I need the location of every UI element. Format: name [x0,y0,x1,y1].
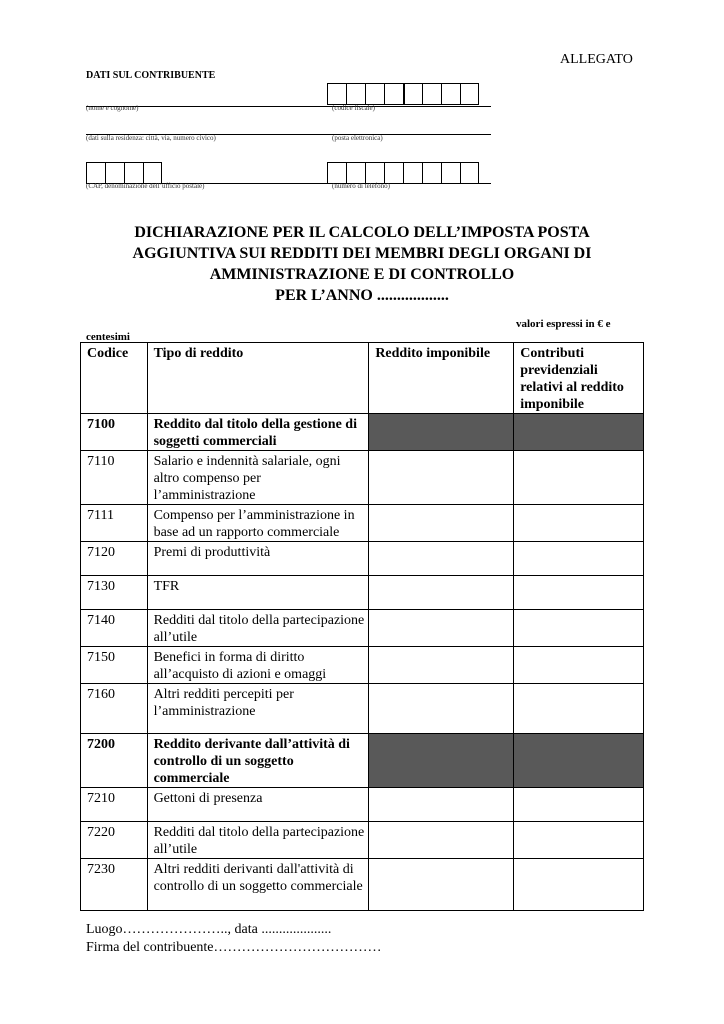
row-label: Reddito derivante dall’attività di controllo di un soggetto commerciale [147,734,369,788]
row-code: 7130 [81,576,148,610]
row-label: Redditi dal titolo della partecipazione all’utile [147,610,369,647]
contributi-input-cell[interactable] [514,542,644,576]
row-code: 7230 [81,859,148,911]
reddito-input-cell[interactable] [369,542,514,576]
contributi-input-cell[interactable] [514,788,644,822]
codice-fiscale-boxes[interactable] [327,83,479,105]
header-reddito: Reddito imponibile [369,343,514,414]
title-line-3: AMMINISTRAZIONE E DI CONTROLLO [209,266,515,283]
table-row [81,505,644,542]
row-code: 7100 [81,414,148,451]
place-date-line[interactable]: Luogo………………….., data .................... [86,922,332,937]
title-line-1: DICHIARAZIONE PER IL CALCOLO DELL’IMPOSTA POSTA [134,224,590,241]
row-code: 7160 [81,684,148,734]
table-row [81,859,644,911]
contributi-input-cell[interactable] [514,684,644,734]
reddito-input-cell[interactable] [369,684,514,734]
table-row [81,734,644,788]
reddito-input-cell[interactable] [369,610,514,647]
row-label: Gettoni di presenza [147,788,369,822]
row-code: 7220 [81,822,148,859]
telephone-boxes[interactable] [327,162,479,184]
row-label: Salario e indennità salariale, ogni altro compenso per l’amministrazione [147,451,369,505]
row-code: 7120 [81,542,148,576]
row-code: 7210 [81,788,148,822]
row-label: Altri redditi percepiti per l’amministrazione [147,684,369,734]
units-note-cont: centesimi [86,331,130,343]
contributi-input-cell[interactable] [514,576,644,610]
title-line-2: AGGIUNTIVA SUI REDDITI DEI MEMBRI DEGLI ORGANI DI [132,245,592,262]
row-code: 7140 [81,610,148,647]
signature-line[interactable]: Firma del contribuente……………………………… [86,940,382,955]
table-row [81,610,644,647]
row-code: 7110 [81,451,148,505]
units-note: valori espressi in € e [516,318,611,330]
income-table [80,342,644,911]
contributi-input-cell[interactable] [514,822,644,859]
reddito-input-cell[interactable] [369,505,514,542]
codice-fiscale-label: (codice fiscale) [332,104,375,112]
table-row [81,576,644,610]
contributi-input-cell[interactable] [514,859,644,911]
contributi-input-cell[interactable] [514,505,644,542]
table-header-row [81,343,644,414]
row-label: Altri redditi derivanti dall'attività di controllo di un soggetto commerciale [147,859,369,911]
name-field-line[interactable] [86,106,491,107]
reddito-input-cell[interactable] [369,647,514,684]
shaded-cell [369,414,514,451]
reddito-input-cell[interactable] [369,859,514,911]
table-row [81,542,644,576]
row-label: Compenso per l’amministrazione in base ad un rapporto commerciale [147,505,369,542]
table-row [81,647,644,684]
row-code: 7111 [81,505,148,542]
reddito-input-cell[interactable] [369,822,514,859]
header-tipo: Tipo di reddito [147,343,369,414]
row-label: Redditi dal titolo della partecipazione all’utile [147,822,369,859]
table-row [81,414,644,451]
allegato-label: ALLEGATO [560,52,633,67]
document-title [86,222,638,306]
reddito-input-cell[interactable] [369,788,514,822]
cap-field-label: (CAP, denominazione dell’ufficio postale) [86,182,205,190]
row-label: Reddito dal titolo della gestione di soggetti commerciali [147,414,369,451]
row-label: Premi di produttività [147,542,369,576]
table-row [81,684,644,734]
email-field-label: (posta elettronica) [332,134,383,142]
taxpayer-section-title: DATI SUL CONTRIBUENTE [86,70,216,81]
row-code: 7150 [81,647,148,684]
contributi-input-cell[interactable] [514,451,644,505]
shaded-cell [514,414,644,451]
table-row [81,451,644,505]
header-contributi: Contributi previdenziali relativi al reddito imponibile [514,343,644,414]
title-line-4: PER L’ANNO .................. [275,287,449,304]
residence-field-label: (dati sulla residenza: città, via, numero civico) [86,134,216,142]
cap-boxes[interactable] [86,162,162,184]
shaded-cell [369,734,514,788]
header-codice: Codice [81,343,148,414]
telephone-label: (numero di telefono) [332,182,390,190]
contributi-input-cell[interactable] [514,647,644,684]
shaded-cell [514,734,644,788]
contributi-input-cell[interactable] [514,610,644,647]
table-row [81,822,644,859]
reddito-input-cell[interactable] [369,451,514,505]
row-label: TFR [147,576,369,610]
row-label: Benefici in forma di diritto all’acquisto di azioni e omaggi [147,647,369,684]
name-field-label: (nome e cognome) [86,104,139,112]
table-row [81,788,644,822]
row-code: 7200 [81,734,148,788]
reddito-input-cell[interactable] [369,576,514,610]
